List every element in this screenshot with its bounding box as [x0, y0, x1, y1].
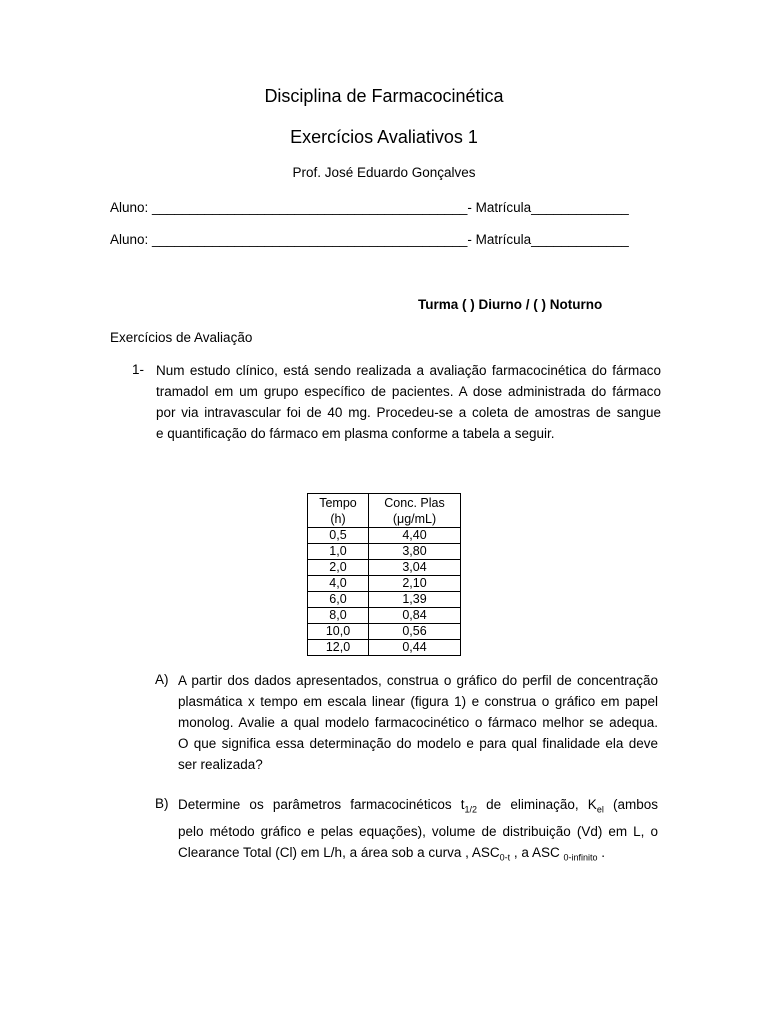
text-line: pelo método gráfico e pelas equações), volume de distribuição (Vd) em L, o [178, 823, 658, 839]
cell-concentration: 3,04 [369, 560, 461, 576]
text-line: plasmática x tempo em escala linear (figura 1) e construa o gráfico em papel [178, 694, 658, 709]
cell-concentration: 2,10 [369, 576, 461, 592]
column-header-concentration: Conc. Plas (μg/mL) [369, 494, 461, 528]
table-row [308, 528, 461, 544]
cell-time: 0,5 [308, 528, 369, 544]
cell-time: 1,0 [308, 544, 369, 560]
matricula-blank: - Matrícula_____________ [467, 232, 629, 247]
table-row [308, 560, 461, 576]
matricula-blank: - Matrícula_____________ [467, 200, 629, 215]
table-row [308, 608, 461, 624]
text-line: monolog. Avalie a qual modelo farmacocinético o fármaco melhor se adequa. [178, 715, 658, 730]
text-line: tramadol em um grupo específico de pacientes. A dose administrada do fármaco [156, 384, 661, 399]
table-row [308, 624, 461, 640]
student-name-blank: __________________________________________ [152, 200, 468, 215]
student-label: Aluno: [110, 200, 153, 215]
part-a-label: A) [155, 672, 169, 687]
text-line: ser realizada? [178, 757, 263, 772]
text-line: O que significa essa determinação do modelo e para qual finalidade ela deve [178, 736, 658, 751]
cell-concentration: 0,84 [369, 608, 461, 624]
cell-concentration: 1,39 [369, 592, 461, 608]
cell-concentration: 0,56 [369, 624, 461, 640]
cell-time: 10,0 [308, 624, 369, 640]
cell-time: 12,0 [308, 640, 369, 656]
page-title: Disciplina de Farmacocinética [264, 86, 504, 106]
cell-concentration: 4,40 [369, 528, 461, 544]
turma-selection: Turma ( ) Diurno / ( ) Noturno [418, 297, 603, 312]
cell-time: 4,0 [308, 576, 369, 592]
part-b-text [178, 794, 658, 868]
column-header-time: Tempo (h) [308, 494, 369, 528]
text-line: A partir dos dados apresentados, construa o gráfico do perfil de concentração [178, 673, 658, 688]
student-name-blank: __________________________________________ [152, 232, 468, 247]
page-subtitle: Exercícios Avaliativos 1 [290, 127, 478, 147]
table-row [308, 544, 461, 560]
question-1-text [156, 360, 661, 444]
section-title: Exercícios de Avaliação [110, 330, 253, 345]
student-line-2 [110, 232, 629, 247]
cell-concentration: 0,44 [369, 640, 461, 656]
text-line: Num estudo clínico, está sendo realizada a avaliação farmacocinética do fármaco [156, 363, 661, 378]
cell-concentration: 3,80 [369, 544, 461, 560]
text-line: por via intravascular foi de 40 mg. Procedeu-se a coleta de amostras de sangue [156, 405, 661, 420]
cell-time: 6,0 [308, 592, 369, 608]
part-a-text [178, 670, 658, 775]
table-row [308, 592, 461, 608]
text-line: e quantificação do fármaco em plasma conforme a tabela a seguir. [156, 426, 555, 441]
part-b-label: B) [155, 796, 169, 811]
table-row [308, 576, 461, 592]
concentration-table [307, 493, 461, 656]
cell-time: 8,0 [308, 608, 369, 624]
question-number: 1- [132, 362, 145, 377]
cell-time: 2,0 [308, 560, 369, 576]
student-label: Aluno: [110, 232, 153, 247]
table-header-row [308, 494, 461, 528]
professor-name: Prof. José Eduardo Gonçalves [292, 165, 476, 180]
text-line: Clearance Total (Cl) em L/h, a área sob a curva , $ASC_{0-t}$ , a ASC $_{0-infinito}$ . [178, 844, 605, 863]
table-row [308, 640, 461, 656]
student-line-1 [110, 200, 629, 215]
text-line: Determine os parâmetros farmacocinéticos $t_{1/2}$ de eliminação, $K_{el}$ (ambos [178, 797, 659, 815]
